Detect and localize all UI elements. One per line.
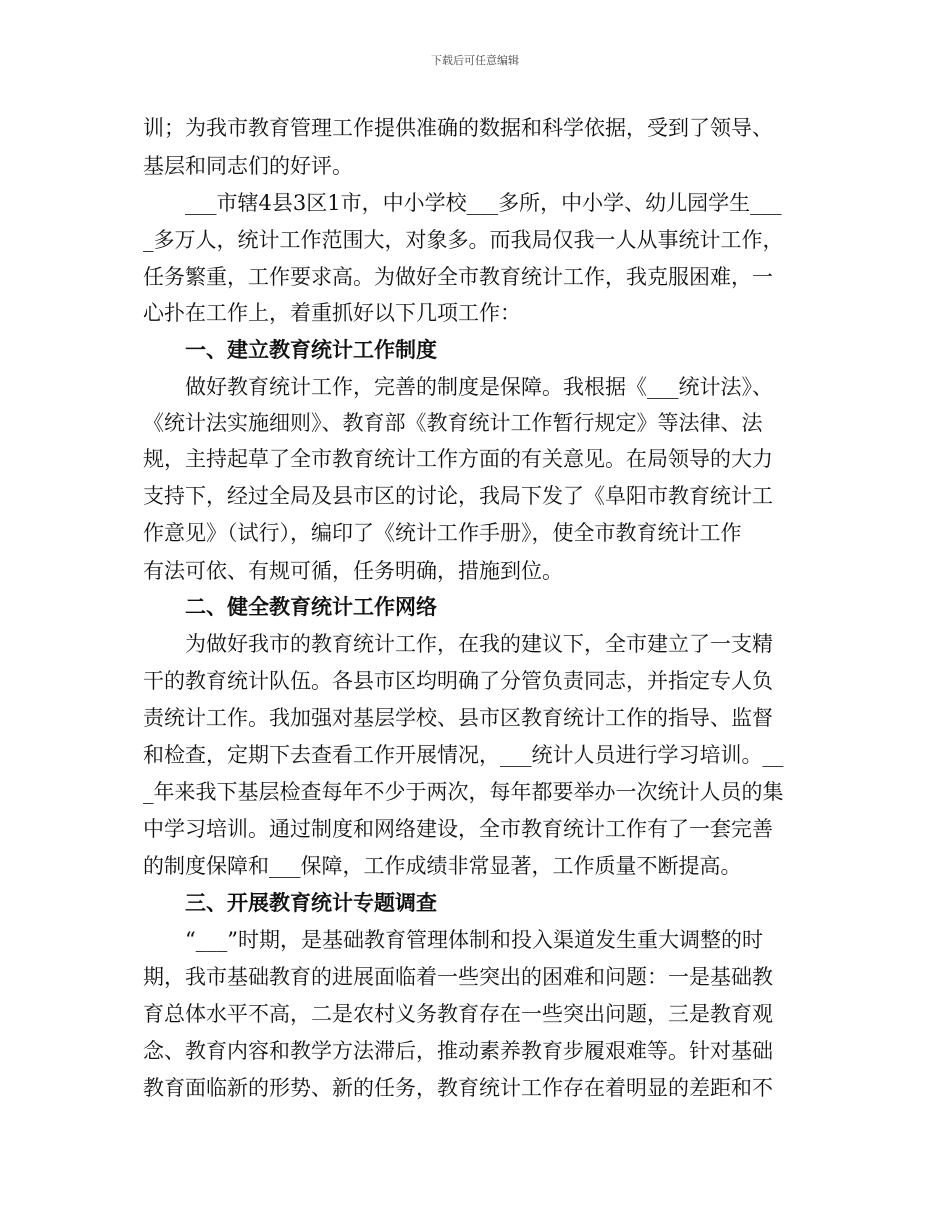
body-line: 心扑在工作上，着重抓好以下几项工作：	[143, 301, 521, 325]
body-line: 教育面临新的形势、新的任务，教育统计工作存在着明显的差距和不	[143, 1076, 773, 1100]
section-heading: 三、开展教育统计专题调查	[143, 890, 437, 915]
body-line: 基层和同志们的好评。	[143, 154, 353, 178]
section-heading: 一、建立教育统计工作制度	[143, 337, 437, 362]
body-line: 任务繁重，工作要求高。为做好全市教育统计工作，我克服困难，一	[143, 265, 773, 289]
body-line: 规，主持起草了全市教育统计工作方面的有关意见。在局领导的大力	[143, 447, 773, 471]
body-line: 中学习培训。通过制度和网络建设，全市教育统计工作有了一套完善	[143, 817, 773, 841]
body-line: 支持下，经过全局及县市区的讨论，我局下发了《阜阳市教育统计工	[143, 484, 773, 508]
body-line: “___”时期，是基础教育管理体制和投入渠道发生重大调整的时	[143, 928, 763, 952]
body-line: 责统计工作。我加强对基层学校、县市区教育统计工作的指导、监督	[143, 706, 773, 730]
body-line: _多万人，统计工作范围大，对象多。而我局仅我一人从事统计工作，	[143, 228, 784, 252]
body-line: 作意见》（试行），编印了《统计工作手册》，使全市教育统计工作	[143, 521, 742, 545]
body-line: _年来我下基层检查每年不少于两次，每年都要举办一次统计人员的集	[143, 780, 784, 804]
body-line: 期，我市基础教育的进展面临着一些突出的困难和问题：一是基础教	[143, 965, 773, 989]
body-line: 干的教育统计队伍。各县市区均明确了分管负责同志，并指定专人负	[143, 669, 773, 693]
body-line: 育总体水平不高，二是农村义务教育存在一些突出问题，三是教育观	[143, 1002, 773, 1026]
body-line: 做好教育统计工作，完善的制度是保障。我根据《___统计法》、	[143, 375, 773, 399]
body-line: ___市辖4县3区1市，中小学校___多所，中小学、幼儿园学生___	[143, 191, 782, 215]
body-line: 为做好我市的教育统计工作，在我的建议下，全市建立了一支精	[143, 632, 773, 656]
body-line: 念、教育内容和教学方法滞后，推动素养教育步履艰难等。针对基础	[143, 1039, 773, 1063]
body-line: 《统计法实施细则》、教育部《教育统计工作暂行规定》等法律、法	[143, 411, 763, 435]
body-line: 有法可依、有规可循，任务明确，措施到位。	[143, 559, 563, 583]
body-line: 训；为我市教育管理工作提供准确的数据和科学依据，受到了领导、	[143, 116, 773, 140]
header-note: 下载后可任意编辑	[431, 54, 519, 67]
section-heading: 二、健全教育统计工作网络	[143, 594, 437, 619]
body-line: 的制度保障和___保障，工作成绩非常显著，工作质量不断提高。	[143, 854, 742, 878]
body-line: 和检查，定期下去查看工作开展情况，___统计人员进行学习培训。__	[143, 743, 784, 767]
